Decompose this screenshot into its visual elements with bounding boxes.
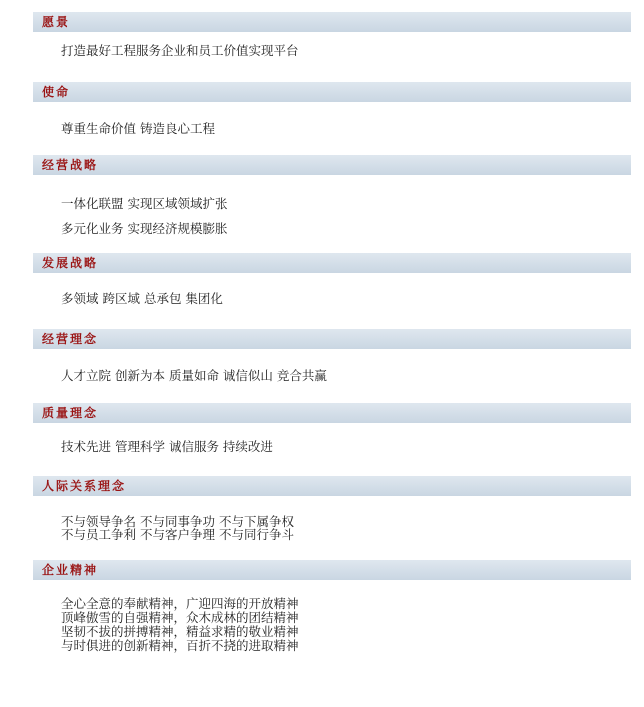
section-bar-quality-philosophy [33,403,631,423]
section-text-business-strategy-1: 一体化联盟 实现区域领域扩张 [61,196,228,211]
section-text-business-philosophy: 人才立院 创新为本 质量如命 诚信似山 竞合共赢 [61,368,327,383]
section-text-business-strategy-2: 多元化业务 实现经济规模膨胀 [61,221,228,236]
section-bar-relationship-philosophy [33,476,631,496]
section-text-vision: 打造最好工程服务企业和员工价值实现平台 [61,43,299,58]
section-text-quality-philosophy: 技术先进 管理科学 诚信服务 持续改进 [61,439,273,454]
section-text-relationship-philosophy-1: 不与领导争名 不与同事争功 不与下属争权 [61,514,294,529]
section-title-relationship-philosophy: 人际关系理念 [42,479,127,493]
section-title-mission: 使命 [42,85,71,99]
section-text-enterprise-spirit-4: 与时俱进的创新精神，百折不挠的进取精神 [61,638,299,653]
section-title-quality-philosophy: 质量理念 [42,406,99,420]
section-title-development-strategy: 发展战略 [42,256,99,270]
section-text-enterprise-spirit-3: 坚韧不拔的拼搏精神，精益求精的敬业精神 [61,624,299,639]
section-text-enterprise-spirit-1: 全心全意的奉献精神，广迎四海的开放精神 [61,596,299,611]
section-bar-business-strategy [33,155,631,175]
section-bar-development-strategy [33,253,631,273]
section-title-business-strategy: 经营战略 [42,158,99,172]
section-bar-vision [33,12,631,32]
section-title-vision: 愿景 [42,15,71,29]
section-text-mission: 尊重生命价值 铸造良心工程 [61,121,215,136]
section-title-enterprise-spirit: 企业精神 [42,563,99,577]
section-title-business-philosophy: 经营理念 [42,332,99,346]
section-text-enterprise-spirit-2: 顶峰傲雪的自强精神，众木成林的团结精神 [61,610,299,625]
section-bar-mission [33,82,631,102]
section-text-development-strategy: 多领域 跨区域 总承包 集团化 [61,291,223,306]
section-text-relationship-philosophy-2: 不与员工争利 不与客户争理 不与同行争斗 [61,527,294,542]
section-bar-business-philosophy [33,329,631,349]
section-bar-enterprise-spirit [33,560,631,580]
